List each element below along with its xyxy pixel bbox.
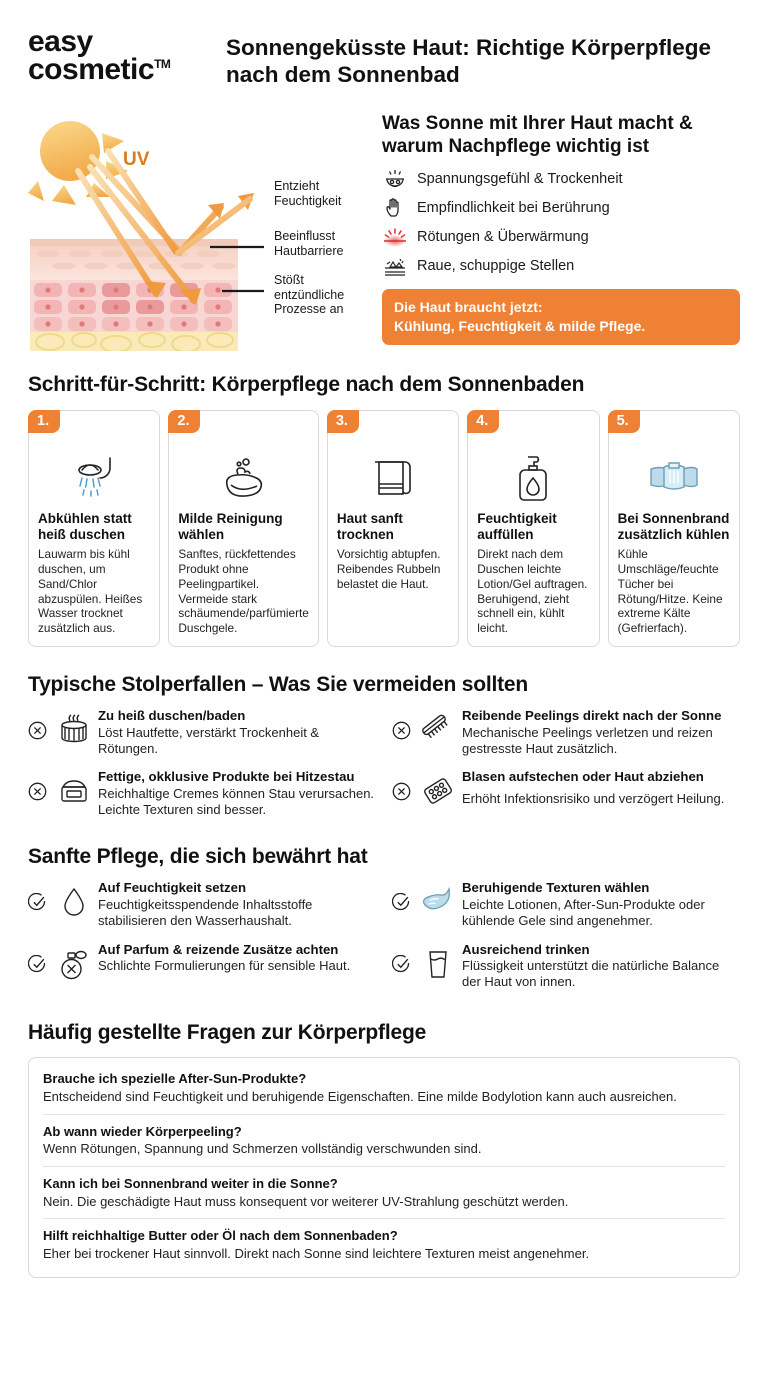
faq-item[interactable] — [43, 1114, 725, 1166]
step-text: Sanftes, rückfettendes Produkt ohne Peelingpartikel. Vermeide stark schäumende/parfümierte Duschgele. — [178, 547, 309, 636]
no-perfume-icon — [57, 942, 91, 982]
item-text: Mechanische Peelings verletzen und reizen gestresste Haut zusätzlich. — [462, 724, 713, 756]
item-heading: Auf Parfum & reizende Zusätze achten — [98, 941, 339, 957]
shower-icon — [38, 451, 150, 505]
faq-question: Hilft reichhaltige Butter oder Öl nach dem Sonnenbaden? — [43, 1228, 398, 1244]
diagram-label-1: Beeinflusst Hautbarriere — [274, 228, 344, 258]
callout-line1: Die Haut braucht jetzt: — [394, 299, 543, 316]
hero-section — [28, 111, 740, 351]
item-heading: Zu heiß duschen/baden — [98, 707, 246, 723]
towel-icon — [337, 451, 449, 505]
item-text: Feuchtigkeitsspendende Inhaltsstoffe stabilisieren den Wasserhaushalt. — [98, 896, 313, 928]
sun-effects-title: Was Sonne mit Ihrer Haut macht & warum Nachpflege wichtig ist — [382, 112, 693, 157]
hand-touch-icon — [382, 196, 408, 220]
faq-answer: Entscheidend sind Feuchtigkeit und beruhigende Eigenschaften. Eine milde Bodylotion kann auch ausreichen. — [43, 1088, 677, 1104]
item-text: Leichte Lotionen, After-Sun-Produkte oder kühlende Gele sind angenehmer. — [462, 896, 705, 928]
step-text: Kühle Umschläge/feuchte Tücher bei Rötung/Hitze. Keine extreme Kälte (Gefrierfach). — [617, 547, 723, 636]
hot-tub-icon — [57, 708, 91, 746]
steps-section-title: Schritt-für-Schritt: Körperpflege nach dem Sonnenbaden — [28, 372, 585, 396]
pitfalls-column-left — [28, 708, 376, 831]
page-header — [28, 0, 740, 89]
item-text: Flüssigkeit unterstützt die natürliche Balance der Haut von innen. — [462, 958, 720, 990]
cross-circle-icon — [392, 769, 414, 801]
check-circle-icon — [392, 942, 414, 974]
cross-circle-icon — [28, 708, 50, 740]
item-heading: Fettige, okklusive Produkte bei Hitzestau — [98, 769, 355, 785]
care-column-left — [28, 880, 376, 1003]
list-item — [382, 167, 740, 191]
list-item-label: Raue, schuppige Stellen — [417, 258, 575, 275]
list-item — [392, 708, 740, 757]
step-heading: Feuchtigkeit auffüllen — [477, 510, 557, 542]
gel-blob-icon — [421, 880, 455, 914]
steps-list — [28, 410, 740, 647]
item-heading: Blasen aufstechen oder Haut abziehen — [462, 769, 704, 785]
list-item — [28, 942, 376, 982]
callout-line2: Kühlung, Feuchtigkeit & milde Pflege. — [394, 317, 646, 334]
faq-answer: Nein. Die geschädigte Haut muss konsequent vor weiterer UV-Strahlung geschützt werden. — [43, 1193, 569, 1209]
faq-section-title: Häufig gestellte Fragen zur Körperpflege — [28, 1021, 427, 1045]
step-text: Vorsichtig abtupfen. Reibendes Rubbeln belastet die Haut. — [336, 547, 441, 591]
diagram-label-0: Entzieht Feuchtigkeit — [274, 178, 342, 208]
list-item — [392, 769, 740, 807]
list-item-label: Rötungen & Überwärmung — [417, 229, 589, 246]
care-section-title: Sanfte Pflege, die sich bewährt hat — [28, 844, 368, 868]
item-heading: Beruhigende Texturen wählen — [462, 879, 650, 895]
trademark-symbol: TM — [154, 56, 171, 71]
flaky-skin-icon — [382, 255, 408, 277]
step-heading: Bei Sonnenbrand zusätzlich kühlen — [617, 510, 730, 542]
item-heading: Reibende Peelings direkt nach der Sonne — [462, 707, 722, 723]
step-text: Direkt nach dem Duschen leichte Lotion/Gel auftragen. Beruhigend, zieht schnell ein, kühlt leicht. — [477, 547, 588, 636]
faq-question: Ab wann wieder Körperpeeling? — [43, 1123, 242, 1139]
faq-item[interactable] — [43, 1218, 725, 1270]
list-item — [28, 708, 376, 757]
diagram-label-2: Stößt entzündliche Prozesse an — [274, 272, 345, 317]
faq-answer: Eher bei trockener Haut sinnvoll. Direkt nach Sonne sind leichtere Texturen meist angenehmer. — [43, 1246, 590, 1262]
pitfalls-column-right — [392, 708, 740, 831]
list-item — [382, 254, 740, 278]
brand-logo — [28, 25, 218, 86]
step-number-badge: 2. — [168, 410, 200, 433]
page-title: Sonnengeküsste Haut: Richtige Körperpflege nach dem Sonnenbad — [226, 35, 712, 88]
faq-list — [28, 1057, 740, 1278]
faq-question: Kann ich bei Sonnenbrand weiter in die Sonne? — [43, 1176, 338, 1191]
step-number-badge: 5. — [608, 410, 640, 433]
faq-item[interactable] — [43, 1062, 725, 1113]
faq-item[interactable] — [43, 1166, 725, 1218]
step-card — [168, 410, 318, 647]
step-number-badge: 3. — [327, 410, 359, 433]
care-grid — [28, 880, 740, 1003]
list-item — [28, 880, 376, 929]
brand-logo-line1: easy — [28, 25, 93, 58]
item-text: Löst Hautfette, verstärkt Trockenheit & Rötungen. — [98, 724, 320, 756]
lotion-pump-icon — [477, 451, 589, 505]
list-item — [382, 196, 740, 220]
step-card — [28, 410, 160, 647]
cold-compress-icon — [618, 451, 730, 505]
redness-heat-icon — [382, 226, 408, 248]
scrub-brush-icon — [421, 708, 455, 746]
care-column-right — [392, 880, 740, 1003]
step-card — [327, 410, 459, 647]
list-item — [382, 225, 740, 249]
item-heading: Auf Feuchtigkeit setzen — [98, 879, 247, 895]
step-number-badge: 1. — [28, 410, 60, 433]
cross-circle-icon — [28, 769, 50, 801]
item-text: Erhöht Infektionsrisiko und verzögert Heilung. — [462, 791, 725, 807]
skin-uv-diagram — [28, 111, 368, 351]
blister-patch-icon — [421, 769, 455, 807]
list-item — [28, 769, 376, 818]
step-number-badge: 4. — [467, 410, 499, 433]
sun-effects-list — [382, 167, 740, 278]
water-glass-icon — [421, 942, 455, 980]
cross-circle-icon — [392, 708, 414, 740]
faq-question: Brauche ich spezielle After-Sun-Produkte? — [43, 1071, 307, 1087]
water-drop-icon — [57, 880, 91, 918]
check-circle-icon — [28, 880, 50, 912]
soap-icon — [178, 451, 308, 505]
pitfalls-grid — [28, 708, 740, 831]
pitfalls-section-title: Typische Stolperfallen – Was Sie vermeiden sollten — [28, 672, 528, 696]
faq-answer: Wenn Rötungen, Spannung und Schmerzen vollständig verschwunden sind. — [43, 1141, 482, 1157]
check-circle-icon — [392, 880, 414, 912]
list-item-label: Empfindlichkeit bei Berührung — [417, 200, 610, 217]
cream-jar-icon — [57, 769, 91, 807]
check-circle-icon — [28, 942, 50, 974]
brand-logo-line2: cosmetic™ — [28, 52, 171, 86]
step-card — [608, 410, 740, 647]
step-heading: Milde Reinigung wählen — [178, 510, 283, 542]
step-text: Lauwarm bis kühl duschen, um Sand/Chlor abzuspülen. Heißes Wasser trocknet zusätzlich aus. — [38, 547, 143, 636]
skin-needs-callout — [382, 289, 740, 344]
uv-label: UV — [123, 148, 150, 170]
list-item — [392, 880, 740, 929]
list-item-label: Spannungsgefühl & Trockenheit — [417, 171, 623, 188]
list-item — [392, 942, 740, 991]
step-heading: Haut sanft trocknen — [336, 510, 403, 542]
tight-skin-icon — [382, 168, 408, 190]
step-card — [467, 410, 599, 647]
item-heading: Ausreichend trinken — [462, 941, 590, 957]
item-text: Reichhaltige Cremes können Stau verursachen. Leichte Texturen sind besser. — [98, 786, 375, 818]
step-heading: Abkühlen statt heiß duschen — [38, 510, 132, 542]
sun-effects-panel — [382, 111, 740, 351]
item-text: Schlichte Formulierungen für sensible Haut. — [98, 958, 351, 974]
